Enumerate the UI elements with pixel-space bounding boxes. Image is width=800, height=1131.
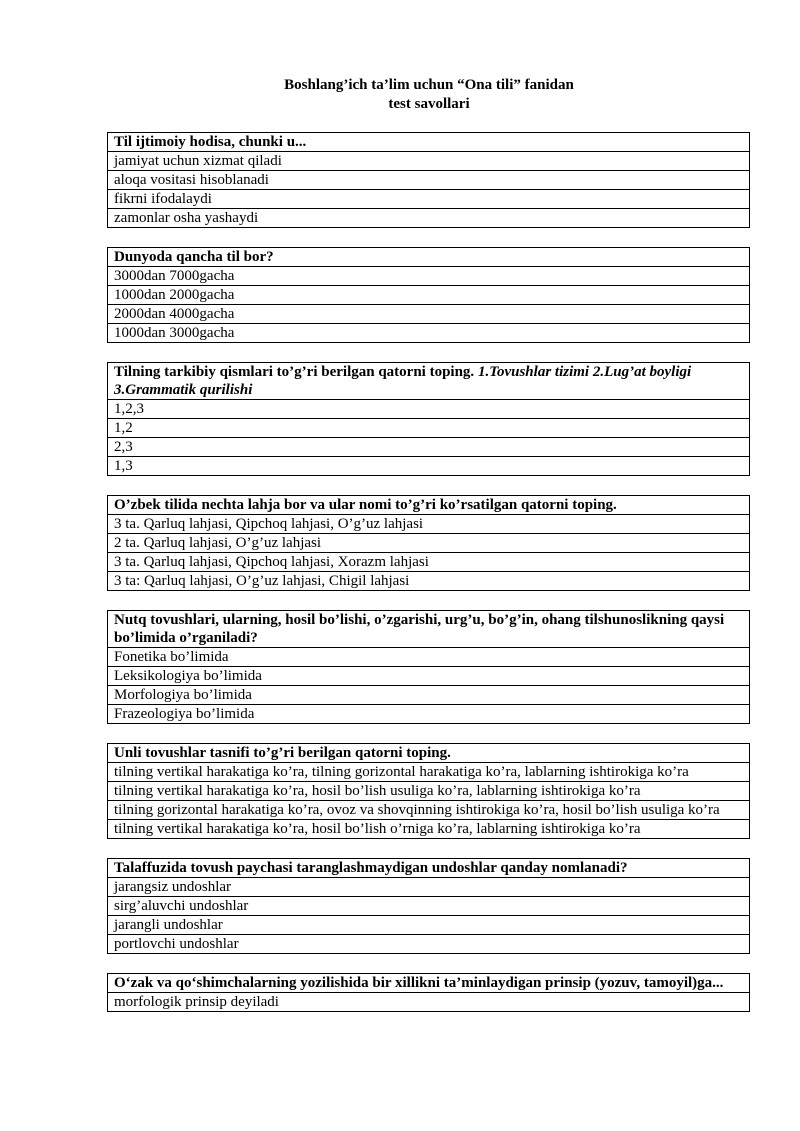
question-cell: [108, 859, 750, 878]
answer-option: zamonlar osha yashaydi: [108, 209, 750, 228]
question-row: [108, 248, 750, 267]
answer-row: [108, 782, 750, 801]
question-row: [108, 974, 750, 993]
answer-option: fikrni ifodalaydi: [108, 190, 750, 209]
answer-row: [108, 705, 750, 724]
question-row: [108, 496, 750, 515]
question-cell: [108, 744, 750, 763]
question-text: Nutq tovushlari, ularning, hosil bo’lishi, o’zgarishi, urg’u, bo’g’in, ohang tilshunoslikning qaysi bo’limida o’rganiladi?: [114, 612, 725, 646]
answer-option: 1,3: [108, 457, 750, 476]
answer-option: jarangli undoshlar: [108, 916, 750, 935]
answer-option: Fonetika bo’limida: [108, 648, 750, 667]
question-list: [107, 132, 750, 1031]
answer-row: [108, 438, 750, 457]
answer-row: [108, 190, 750, 209]
answer-option: sirg’aluvchi undoshlar: [108, 897, 750, 916]
answer-row: [108, 935, 750, 954]
answer-row: [108, 648, 750, 667]
answer-option: 1000dan 2000gacha: [108, 286, 750, 305]
question-table: [107, 495, 750, 591]
question-table: [107, 247, 750, 343]
answer-row: [108, 515, 750, 534]
answer-row: [108, 267, 750, 286]
answer-option: 3 ta: Qarluq lahjasi, O’g’uz lahjasi, Chigil lahjasi: [108, 572, 750, 591]
question-cell: [108, 974, 750, 993]
answer-option: 2,3: [108, 438, 750, 457]
answer-option: tilning vertikal harakatiga ko’ra, hosil bo’lish o’rniga ko’ra, lablarning ishtirokiga ko’ra: [108, 820, 750, 839]
answer-option: 1000dan 3000gacha: [108, 324, 750, 343]
answer-row: [108, 686, 750, 705]
question-text: Tilning tarkibiy qismlari to’g’ri berilgan qatorni toping.: [114, 364, 475, 380]
answer-row: [108, 457, 750, 476]
answer-option: 3 ta. Qarluq lahjasi, Qipchoq lahjasi, Xorazm lahjasi: [108, 553, 750, 572]
answer-row: [108, 400, 750, 419]
answer-option: 3000dan 7000gacha: [108, 267, 750, 286]
question-text: Talaffuzida tovush paychasi taranglashmaydigan undoshlar qanday nomlanadi?: [114, 860, 628, 876]
title-line-1: Boshlang’ich ta’lim uchun “Ona tili” fanidan: [284, 77, 574, 93]
question-extra: 1.Tovushlar tizimi 2.Lug’at boyligi 3.Grammatik qurilishi: [114, 364, 692, 398]
question-table: [107, 973, 750, 1012]
question-row: [108, 744, 750, 763]
question-table: [107, 610, 750, 724]
answer-row: [108, 305, 750, 324]
answer-row: [108, 286, 750, 305]
answer-row: [108, 993, 750, 1012]
answer-row: [108, 916, 750, 935]
question-cell: [108, 363, 750, 400]
question-cell: [108, 248, 750, 267]
answer-row: [108, 878, 750, 897]
question-row: [108, 133, 750, 152]
page-title: [0, 76, 800, 114]
question-cell: [108, 496, 750, 515]
answer-option: portlovchi undoshlar: [108, 935, 750, 954]
answer-option: Frazeologiya bo’limida: [108, 705, 750, 724]
answer-row: [108, 324, 750, 343]
answer-row: [108, 667, 750, 686]
answer-option: 2000dan 4000gacha: [108, 305, 750, 324]
question-row: [108, 363, 750, 400]
answer-row: [108, 171, 750, 190]
question-text: O’zbek tilida nechta lahja bor va ular nomi to’g’ri ko’rsatilgan qatorni toping.: [114, 497, 617, 513]
answer-row: [108, 152, 750, 171]
question-table: [107, 362, 750, 476]
answer-option: tilning gorizontal harakatiga ko’ra, ovoz va shovqinning ishtirokiga ko’ra, hosil bo’lish usuliga ko’ra: [108, 801, 750, 820]
answer-option: jamiyat uchun xizmat qiladi: [108, 152, 750, 171]
question-row: [108, 859, 750, 878]
answer-option: 1,2,3: [108, 400, 750, 419]
answer-option: morfologik prinsip deyiladi: [108, 993, 750, 1012]
answer-option: aloqa vositasi hisoblanadi: [108, 171, 750, 190]
answer-row: [108, 553, 750, 572]
question-text: Til ijtimoiy hodisa, chunki u...: [114, 134, 307, 150]
title-line-2: test savollari: [388, 96, 470, 112]
question-table: [107, 743, 750, 839]
question-row: [108, 611, 750, 648]
answer-option: tilning vertikal harakatiga ko’ra, tilning gorizontal harakatiga ko’ra, lablarning ishtirokiga ko’ra: [108, 763, 750, 782]
answer-row: [108, 572, 750, 591]
answer-row: [108, 209, 750, 228]
answer-row: [108, 534, 750, 553]
answer-row: [108, 820, 750, 839]
answer-row: [108, 763, 750, 782]
question-table: [107, 858, 750, 954]
answer-row: [108, 897, 750, 916]
question-text: Dunyoda qancha til bor?: [114, 249, 274, 265]
question-cell: [108, 133, 750, 152]
answer-option: Leksikologiya bo’limida: [108, 667, 750, 686]
answer-option: Morfologiya bo’limida: [108, 686, 750, 705]
answer-row: [108, 801, 750, 820]
answer-option: 1,2: [108, 419, 750, 438]
question-cell: [108, 611, 750, 648]
answer-option: 2 ta. Qarluq lahjasi, O’g’uz lahjasi: [108, 534, 750, 553]
answer-option: jarangsiz undoshlar: [108, 878, 750, 897]
question-text: Unli tovushlar tasnifi to’g’ri berilgan qatorni toping.: [114, 745, 451, 761]
question-table: [107, 132, 750, 228]
answer-option: tilning vertikal harakatiga ko’ra, hosil bo’lish usuliga ko’ra, lablarning ishtirokiga ko’ra: [108, 782, 750, 801]
answer-option: 3 ta. Qarluq lahjasi, Qipchoq lahjasi, O’g’uz lahjasi: [108, 515, 750, 534]
answer-row: [108, 419, 750, 438]
question-text: O‘zak va qo‘shimchalarning yozilishida bir xillikni ta’minlaydigan prinsip (yozuv, tamoyil)ga...: [114, 975, 724, 991]
